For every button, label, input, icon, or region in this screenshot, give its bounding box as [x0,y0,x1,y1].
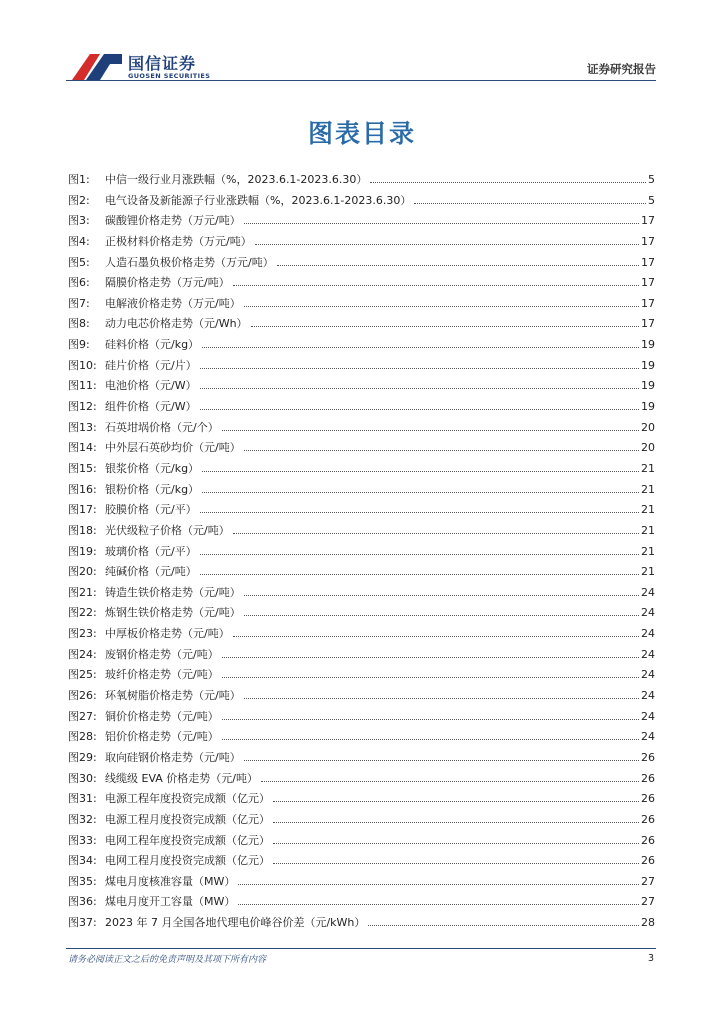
toc-entry-number: 图23: [68,627,97,641]
toc-entry[interactable] [68,604,655,625]
toc-entry-title: 石英坩埚价格（元/个） [105,420,219,434]
toc-entry-title: 取向硅钢价格走势（元/吨） [105,750,241,764]
toc-entry[interactable] [68,728,655,749]
toc-entry-page: 24 [641,689,655,703]
toc-entry-leader [368,925,639,926]
toc-entry[interactable] [68,687,655,708]
toc-entry-page: 26 [641,792,655,806]
toc-entry-page: 24 [641,627,655,641]
toc-entry[interactable] [68,873,655,894]
toc-entry-leader [200,574,639,575]
toc-entry-page: 24 [641,709,655,723]
toc-entry-title: 玻璃价格（元/平） [105,544,197,558]
toc-entry-page: 5 [648,193,655,207]
toc-entry-leader [273,801,639,802]
toc-entry-page: 26 [641,771,655,785]
toc-entry-number: 图11: [68,379,97,393]
toc-entry[interactable] [68,233,655,254]
toc-entry[interactable] [68,398,655,419]
toc-entry-page: 19 [641,338,655,352]
toc-entry-title: 煤电月度开工容量（MW） [105,895,236,909]
toc-entry-page: 17 [641,296,655,310]
toc-entry-leader [222,719,639,720]
toc-entry-page: 17 [641,255,655,269]
toc-entry-number: 图15: [68,461,97,475]
logo-mark-icon [70,50,124,84]
toc-entry-leader [370,182,646,183]
toc-entry-page: 26 [641,750,655,764]
report-type-label: 证券研究报告 [587,62,656,76]
toc-entry-title: 动力电芯价格走势（元/Wh） [105,317,248,331]
toc-entry-page: 17 [641,234,655,248]
toc-entry[interactable] [68,832,655,853]
toc-entry-number: 图29: [68,750,97,764]
toc-entry-title: 铝价价格走势（元/吨） [105,730,219,744]
toc-entry[interactable] [68,522,655,543]
toc-entry-number: 图32: [68,812,97,826]
toc-entry[interactable] [68,790,655,811]
toc-entry-page: 19 [641,379,655,393]
toc-entry-page: 26 [641,812,655,826]
toc-entry-number: 图26: [68,689,97,703]
toc-entry-number: 图22: [68,606,97,620]
footer-divider [66,948,656,949]
toc-entry-title: 电源工程月度投资完成额（亿元） [105,812,270,826]
toc-entry-leader [414,203,646,204]
toc-entry-page: 24 [641,585,655,599]
toc-entry-title: 铸造生铁价格走势（元/吨） [105,585,241,599]
toc-entry[interactable] [68,439,655,460]
toc-entry-number: 图27: [68,709,97,723]
toc-entry-number: 图12: [68,400,97,414]
toc-entry[interactable] [68,770,655,791]
toc-entry-number: 图4: [68,234,90,248]
brand-name-en: GUOSEN SECURITIES [128,72,211,80]
toc-entry-leader [238,904,639,905]
toc-entry-page: 21 [641,482,655,496]
toc-entry-number: 图30: [68,771,97,785]
toc-entry-leader [255,244,639,245]
toc-entry-page: 21 [641,523,655,537]
toc-entry-leader [238,884,639,885]
toc-entry[interactable] [68,315,655,336]
toc-entry-title: 光伏级粒子价格（元/吨） [105,523,230,537]
toc-entry-leader [233,533,639,534]
toc-entry-page: 20 [641,420,655,434]
toc-entry-leader [200,512,639,513]
toc-entry-number: 图16: [68,482,97,496]
toc-entry-leader [222,430,639,431]
toc-entry-leader [200,388,639,389]
toc-entry[interactable] [68,893,655,914]
toc-entry-leader [233,285,639,286]
toc-entry[interactable] [68,336,655,357]
toc-entry-title: 电解液价格走势（万元/吨） [105,296,241,310]
toc-entry-page: 17 [641,276,655,290]
toc-entry[interactable] [68,171,655,192]
footer-disclaimer: 请务必阅读正文之后的免责声明及其项下所有内容 [68,955,267,965]
toc-entry-title: 电气设备及新能源子行业涨跌幅（%，2023.6.1-2023.6.30） [105,193,412,207]
toc-entry-page: 21 [641,461,655,475]
toc-entry[interactable] [68,852,655,873]
toc-entry-title: 碳酸锂价格走势（万元/吨） [105,214,241,228]
toc-entry-number: 图13: [68,420,97,434]
toc-entry-title: 电源工程年度投资完成额（亿元） [105,792,270,806]
toc-entry-page: 27 [641,874,655,888]
toc-entry-leader [277,265,639,266]
toc-entry-page: 28 [641,916,655,930]
toc-entry[interactable] [68,192,655,213]
toc-entry-leader [273,843,639,844]
toc-entry-title: 线缆级 EVA 价格走势（元/吨） [105,771,258,785]
toc-entry-leader [273,822,639,823]
toc-entry-title: 人造石墨负极价格走势（万元/吨） [105,255,274,269]
toc-entry[interactable] [68,377,655,398]
toc-entry-leader [222,739,639,740]
toc-entry-leader [244,450,639,451]
page-header [0,0,724,90]
toc-entry[interactable] [68,625,655,646]
toc-entry[interactable] [68,914,655,935]
toc-entry[interactable] [68,666,655,687]
toc-entry-title: 中厚板价格走势（元/吨） [105,627,230,641]
toc-entry-number: 图1: [68,173,90,186]
toc-entry-leader [251,326,639,327]
toc-entry-page: 19 [641,358,655,372]
toc-entry-number: 图2: [68,193,90,207]
header-divider [66,80,656,81]
toc-entry-number: 图28: [68,730,97,744]
toc-entry[interactable] [68,295,655,316]
toc-entry[interactable] [68,749,655,770]
toc-entry[interactable] [68,811,655,832]
toc-entry-number: 图6: [68,276,90,290]
toc-entry-leader [200,409,639,410]
toc-entry-leader [200,554,639,555]
toc-entry-page: 5 [648,173,655,186]
toc-entry-title: 中信一级行业月涨跌幅（%，2023.6.1-2023.6.30） [105,173,368,186]
toc-entry-page: 26 [641,854,655,868]
toc-entry-title: 电网工程月度投资完成额（亿元） [105,854,270,868]
toc-entry-leader [202,347,639,348]
toc-entry-number: 图18: [68,523,97,537]
toc-entry-number: 图37: [68,916,97,930]
toc-entry-page: 24 [641,647,655,661]
toc-entry-page: 21 [641,503,655,517]
toc-entry[interactable] [68,584,655,605]
toc-entry-number: 图33: [68,833,97,847]
toc-entry[interactable] [68,543,655,564]
toc-entry-number: 图8: [68,317,90,331]
toc-entry-title: 铜价价格走势（元/吨） [105,709,219,723]
toc-entry-leader [261,781,639,782]
toc-entry[interactable] [68,254,655,275]
toc-entry[interactable] [68,481,655,502]
toc-entry-number: 图35: [68,874,97,888]
toc-entry-leader [244,595,639,596]
toc-entry-page: 24 [641,606,655,620]
toc-entry-number: 图14: [68,441,97,455]
toc-entry-title: 银浆价格（元/kg） [105,461,200,475]
toc-entry-title: 2023 年 7 月全国各地代理电价峰谷价差（元/kWh） [105,916,366,930]
toc-entry-page: 19 [641,400,655,414]
toc-entry-title: 组件价格（元/W） [105,400,197,414]
page-number: 3 [647,953,654,964]
toc-entry-page: 21 [641,565,655,579]
toc-entry-page: 27 [641,895,655,909]
toc-entry-title: 炼钢生铁价格走势（元/吨） [105,606,241,620]
toc-entry-leader [244,306,639,307]
toc-entry-leader [273,863,639,864]
toc-entry-number: 图21: [68,585,97,599]
toc-entry-leader [244,698,639,699]
toc-entry-title: 硅片价格（元/片） [105,358,197,372]
toc-entry-leader [244,760,639,761]
toc-title: 图表目录 [307,119,416,148]
toc-entry-number: 图5: [68,255,90,269]
brand-name-cn: 国信证券 [128,54,197,73]
toc-entry-title: 正极材料价格走势（万元/吨） [105,234,252,248]
toc-entry[interactable] [68,357,655,378]
toc-entry-number: 图19: [68,544,97,558]
toc-entry-number: 图10: [68,358,97,372]
toc-entry-number: 图34: [68,854,97,868]
toc-entry-number: 图20: [68,565,97,579]
toc-entry[interactable] [68,501,655,522]
toc-entry-title: 纯碱价格（元/吨） [105,565,197,579]
toc-entry-title: 环氧树脂价格走势（元/吨） [105,689,241,703]
toc-entry-leader [244,223,639,224]
toc-entry-title: 硅料价格（元/kg） [105,338,200,352]
toc-entry-title: 中外层石英砂均价（元/吨） [105,441,241,455]
toc-entry-leader [222,657,639,658]
toc-entry-number: 图24: [68,647,97,661]
toc-entry-page: 17 [641,317,655,331]
toc-entry[interactable] [68,460,655,481]
toc-entry-title: 银粉价格（元/kg） [105,482,200,496]
toc-entry-number: 图36: [68,895,97,909]
toc-entry-title: 隔膜价格走势（万元/吨） [105,276,230,290]
toc-entry-leader [200,368,639,369]
toc-entry-leader [222,677,639,678]
toc-entry-page: 24 [641,668,655,682]
toc-entry-title: 电网工程年度投资完成额（亿元） [105,833,270,847]
toc-entry-title: 废钢价格走势（元/吨） [105,647,219,661]
toc-entry[interactable] [68,419,655,440]
toc-entry-number: 图31: [68,792,97,806]
toc-entry-number: 图25: [68,668,97,682]
toc-entry-leader [244,615,639,616]
toc-entry-title: 煤电月度核准容量（MW） [105,874,236,888]
toc-entry[interactable] [68,708,655,729]
toc-entry-title: 电池价格（元/W） [105,379,197,393]
toc-entry-page: 17 [641,214,655,228]
toc-entry-leader [202,492,639,493]
toc-entry-number: 图9: [68,338,90,352]
toc-entry-title: 胶膜价格（元/平） [105,503,197,517]
toc-entry-page: 20 [641,441,655,455]
toc-entry-number: 图17: [68,503,97,517]
toc-list [68,171,655,935]
toc-entry-page: 26 [641,833,655,847]
toc-entry-page: 21 [641,544,655,558]
toc-entry-page: 24 [641,730,655,744]
toc-entry-leader [233,636,639,637]
toc-entry[interactable] [68,212,655,233]
toc-entry[interactable] [68,563,655,584]
toc-entry[interactable] [68,646,655,667]
toc-entry-leader [202,471,639,472]
toc-entry-number: 图3: [68,214,90,228]
toc-entry[interactable] [68,274,655,295]
toc-entry-title: 玻纤价格走势（元/吨） [105,668,219,682]
toc-entry-number: 图7: [68,296,90,310]
